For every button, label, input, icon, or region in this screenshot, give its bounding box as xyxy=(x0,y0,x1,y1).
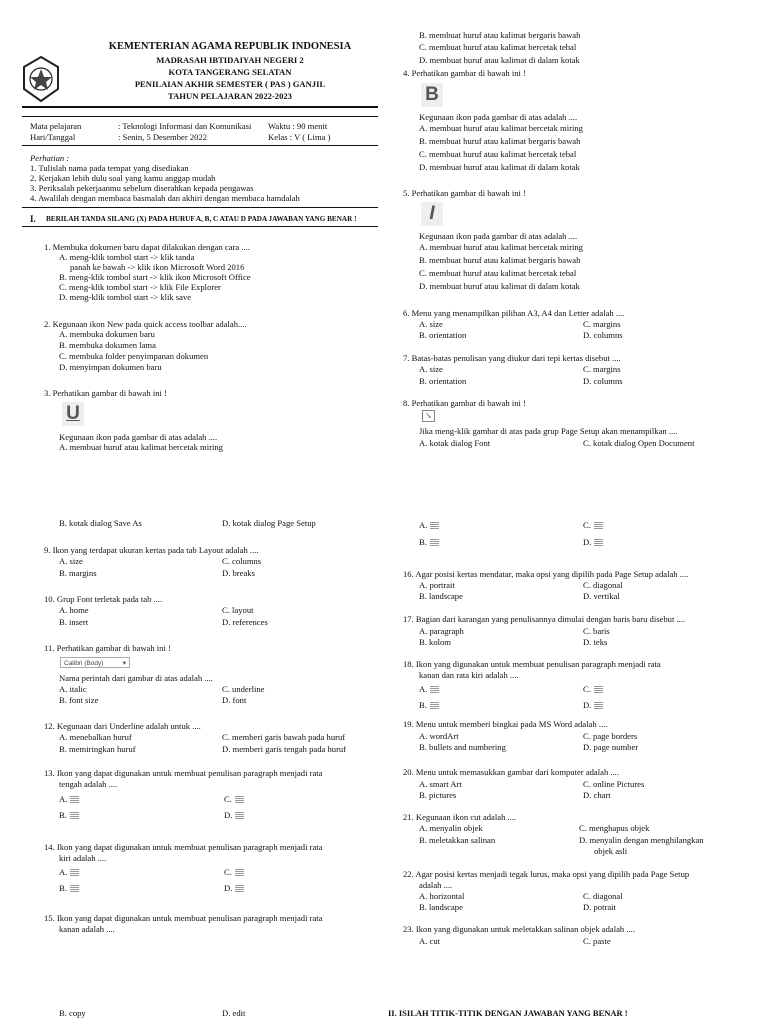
q14-text: 14. Ikon yang dapat digunakan untuk membuat penulisan paragraph menjadi rata xyxy=(44,842,323,852)
q1-text: 1. Membuka dokumen baru dapat dilakukan dengan cara .... xyxy=(44,242,250,252)
q5-option-a[interactable]: A. membuat huruf atau kalimat bercetak miring xyxy=(419,242,583,252)
q16-option-b[interactable]: B. landscape xyxy=(419,591,463,601)
q3-option-a[interactable]: A. membuat huruf atau kalimat bercetak miring xyxy=(59,442,223,452)
q9-option-c[interactable]: C. columns xyxy=(222,556,262,566)
q3-option-d[interactable]: D. membuat huruf atau kalimat di dalam kotak xyxy=(419,55,580,65)
q15-text: 15. Ikon yang dapat digunakan untuk membuat penulisan paragraph menjadi rata xyxy=(44,913,323,923)
q12-option-b[interactable]: B. memiringkan huruf xyxy=(59,744,136,754)
q5-option-b[interactable]: B. membuat huruf atau kalimat bergaris bawah xyxy=(419,255,581,265)
q7-text: 7. Batas-batas penulisan yang diukur dari tepi kertas disebut .... xyxy=(403,353,621,363)
q1-option-a-cont: panah ke bawah -> klik ikon Microsoft Word 2016 xyxy=(70,262,245,272)
q13-option-b[interactable] xyxy=(59,810,79,821)
q16-option-d[interactable]: D. vertikal xyxy=(583,591,620,601)
q8-option-c[interactable]: C. kotak dialog Open Document xyxy=(583,438,695,448)
q14-option-b[interactable] xyxy=(59,883,79,894)
q6-option-a[interactable]: A. size xyxy=(419,319,443,329)
q9-option-a[interactable]: A. size xyxy=(59,556,83,566)
q21-option-d-cont: objek asli xyxy=(594,846,628,856)
subject-label: Mata pelajaran xyxy=(30,121,82,131)
section1-number: I. xyxy=(30,214,36,224)
align-icon xyxy=(235,812,244,820)
q11-text2: Nama perintah dari gambar di atas adalah .... xyxy=(59,673,213,683)
q13-option-c-label: C. xyxy=(224,794,232,804)
q14-option-a-label: A. xyxy=(59,867,68,877)
q12-option-d[interactable]: D. memberi garis tengah pada huruf xyxy=(222,744,347,754)
q15-option-a-label: A. xyxy=(419,520,428,530)
q18-option-b[interactable] xyxy=(419,700,439,711)
q18-option-c[interactable] xyxy=(583,684,603,695)
italic-icon: I xyxy=(421,202,443,226)
q9-text: 9. Ikon yang terdapat ukuran kertas pada tab Layout adalah .... xyxy=(44,545,259,555)
q4-option-d[interactable]: D. membuat huruf atau kalimat di dalam kotak xyxy=(419,162,580,172)
q13-option-c[interactable] xyxy=(224,794,244,805)
q3-text: 3. Perhatikan gambar di bawah ini ! xyxy=(44,388,167,398)
align-icon xyxy=(70,869,79,877)
q20-text: 20. Menu untuk memasukkan gambar dari komputer adalah .... xyxy=(403,767,619,777)
q18-option-a[interactable] xyxy=(419,684,439,695)
align-icon xyxy=(430,522,439,530)
q14-text2: kiri adalah .... xyxy=(59,853,107,863)
align-icon xyxy=(594,539,603,547)
q3-text2: Kegunaan ikon pada gambar di atas adalah .... xyxy=(59,432,218,442)
q16-option-c[interactable]: C. diagonal xyxy=(583,580,623,590)
q7-option-b[interactable]: B. orientation xyxy=(419,376,467,386)
q6-option-d[interactable]: D. columns xyxy=(583,330,623,340)
bold-icon: B xyxy=(421,83,443,107)
q11-text: 11. Perhatikan gambar di bawah ini ! xyxy=(44,643,171,653)
underline-icon: U xyxy=(62,402,84,426)
q10-text: 10. Grup Font terletak pada tab .... xyxy=(44,594,163,604)
kemenag-logo xyxy=(20,55,62,103)
q6-option-b[interactable]: B. orientation xyxy=(419,330,467,340)
header-school: MADRASAH IBTIDAIYAH NEGERI 2 xyxy=(156,55,304,65)
q7-option-a[interactable]: A. size xyxy=(419,364,443,374)
align-icon xyxy=(594,702,603,710)
q22-option-b[interactable]: B. landscape xyxy=(419,902,463,912)
q2-option-b[interactable]: B. membuka dokumen lama xyxy=(59,340,156,350)
q18-text2: kanan dan rata kiri adalah .... xyxy=(419,670,519,680)
q12-text: 12. Kegunaan dari Underline adalah untuk .... xyxy=(44,721,201,731)
q18-option-c-label: C. xyxy=(583,684,591,694)
align-icon xyxy=(430,702,439,710)
q18-option-d[interactable] xyxy=(583,700,603,711)
q15-text2: kanan adalah .... xyxy=(59,924,115,934)
q20-option-c[interactable]: C. online Pictures xyxy=(583,779,645,789)
q13-option-a-label: A. xyxy=(59,794,68,804)
align-icon xyxy=(70,812,79,820)
q15-option-d[interactable] xyxy=(583,537,603,548)
q22-option-a[interactable]: A. horizontal xyxy=(419,891,465,901)
q1-option-c[interactable]: C. meng-klik tombol start -> klik File Explorer xyxy=(59,282,221,292)
q4-option-b[interactable]: B. membuat huruf atau kalimat bergaris bawah xyxy=(419,136,581,146)
info-top-line xyxy=(22,116,378,117)
q12-option-a[interactable]: A. menebalkan huruf xyxy=(59,732,132,742)
align-icon xyxy=(70,885,79,893)
header-ministry: KEMENTERIAN AGAMA REPUBLIK INDONESIA xyxy=(108,41,352,52)
header-city: KOTA TANGERANG SELATAN xyxy=(168,67,292,77)
align-icon xyxy=(235,796,244,804)
q21-option-a[interactable]: A. menyalin objek xyxy=(419,823,483,833)
time-value: Waktu : 90 menit xyxy=(268,121,328,131)
q13-option-b-label: B. xyxy=(59,810,67,820)
q20-option-b[interactable]: B. pictures xyxy=(419,790,457,800)
q19-option-d[interactable]: D. page number xyxy=(583,742,639,752)
q16-option-a[interactable]: A. portrait xyxy=(419,580,455,590)
q6-option-c[interactable]: C. margins xyxy=(583,319,621,329)
q13-option-a[interactable] xyxy=(59,794,79,805)
q9-option-b[interactable]: B. margins xyxy=(59,568,97,578)
q22-text2: adalah .... xyxy=(419,880,453,890)
q16-text: 16. Agar posisi kertas mendatar, maka opsi yang dipilih pada Page Setup adalah .... xyxy=(403,569,689,579)
q5-text: 5. Perhatikan gambar di bawah ini ! xyxy=(403,188,526,198)
header-year: TAHUN PELAJARAN 2022-2023 xyxy=(168,91,292,101)
q17-option-d[interactable]: D. teks xyxy=(583,637,608,647)
q4-option-a[interactable]: A. membuat huruf atau kalimat bercetak miring xyxy=(419,123,583,133)
q7-option-c[interactable]: C. margins xyxy=(583,364,621,374)
q3-option-c[interactable]: C. membuat huruf atau kalimat bercetak tebal xyxy=(419,42,577,52)
q10-option-d[interactable]: D. references xyxy=(222,617,268,627)
q2-text: 2. Kegunaan ikon New pada quick access toolbar adalah.... xyxy=(44,319,247,329)
q1-option-b[interactable]: B. meng-klik tombol start -> klik ikon Microsoft Office xyxy=(59,272,251,282)
q17-option-a[interactable]: A. paragraph xyxy=(419,626,464,636)
q17-text: 17. Bagian dari karangan yang penulisannya dimulai dengan baris baru disebut .... xyxy=(403,614,686,624)
align-icon xyxy=(594,686,603,694)
q20-option-d[interactable]: D. chart xyxy=(583,790,611,800)
q15-option-c[interactable] xyxy=(583,520,603,531)
q15-option-c-label: C. xyxy=(583,520,591,530)
q19-option-a[interactable]: A. wordArt xyxy=(419,731,459,741)
notice-item: 2. Kerjakan lebih dulu soal yang kamu anggap mudah xyxy=(30,173,216,183)
q10-option-b[interactable]: B. insert xyxy=(59,617,89,627)
q5-text2: Kegunaan ikon pada gambar di atas adalah .... xyxy=(419,231,578,241)
q13-option-d[interactable] xyxy=(224,810,244,821)
date-label: Hari/Tanggal xyxy=(30,132,76,142)
q4-text2: Kegunaan ikon pada gambar di atas adalah .... xyxy=(419,112,578,122)
q11-option-d[interactable]: D. font xyxy=(222,695,247,705)
notice-item: 4. Awalilah dengan membaca basmalah dan akhiri dengan membaca hamdalah xyxy=(30,193,300,203)
font-name-box xyxy=(60,657,130,668)
header-divider xyxy=(22,106,378,108)
section2-title: II. ISILAH TITIK-TITIK DENGAN JAWABAN YANG BENAR ! xyxy=(388,1008,628,1018)
q18-option-d-label: D. xyxy=(583,700,592,710)
section1-title: BERILAH TANDA SILANG (X) PADA HURUF A, B, C ATAU D PADA JAWABAN YANG BENAR ! xyxy=(46,215,357,223)
q18-option-a-label: A. xyxy=(419,684,428,694)
notice-item: 3. Periksalah pekerjaanmu sebelum diserahkan kepada pengawas xyxy=(30,183,254,193)
q14-option-c-label: C. xyxy=(224,867,232,877)
q5-option-c[interactable]: C. membuat huruf atau kalimat bercetak tebal xyxy=(419,268,577,278)
info-bottom-line xyxy=(22,145,378,146)
q11-option-c[interactable]: C. underline xyxy=(222,684,265,694)
q18-text: 18. Ikon yang digunakan untuk membuat penulisan paragraph menjadi rata xyxy=(403,659,661,669)
q15-option-b[interactable] xyxy=(419,537,439,548)
q8-text2: Jika meng-klik gambar di atas pada grup Page Setup akan menampilkan .... xyxy=(419,426,678,436)
q22-option-c[interactable]: C. diagonal xyxy=(583,891,623,901)
q17-option-c[interactable]: C. baris xyxy=(583,626,610,636)
align-icon xyxy=(235,869,244,877)
q23-option-b[interactable]: B. copy xyxy=(59,1008,86,1018)
align-icon xyxy=(70,796,79,804)
notice-divider xyxy=(22,207,378,208)
q5-option-d[interactable]: D. membuat huruf atau kalimat di dalam kotak xyxy=(419,281,580,291)
q22-text: 22. Agar posisi kertas menjadi tegak lurus, maka opsi yang dipilih pada Page Setup xyxy=(403,869,690,879)
q13-text: 13. Ikon yang dapat digunakan untuk membuat penulisan paragraph menjadi rata xyxy=(44,768,323,778)
align-icon xyxy=(430,539,439,547)
q21-text: 21. Kegunaan ikon cut adalah .... xyxy=(403,812,517,822)
q10-option-a[interactable]: A. home xyxy=(59,605,89,615)
q8-option-d[interactable]: D. kotak dialog Page Setup xyxy=(222,518,316,528)
q8-text: 8. Perhatikan gambar di bawah ini ! xyxy=(403,398,526,408)
date-value: : Senin, 5 Desember 2022 xyxy=(118,132,208,142)
q15-option-a[interactable] xyxy=(419,520,439,531)
q8-option-b[interactable]: B. kotak dialog Save As xyxy=(59,518,142,528)
q19-option-b[interactable]: B. bullets and numbering xyxy=(419,742,506,752)
q12-option-c[interactable]: C. memberi garis bawah pada huruf xyxy=(222,732,346,742)
q4-option-c[interactable]: C. membuat huruf atau kalimat bercetak tebal xyxy=(419,149,577,159)
q19-text: 19. Menu untuk memberi bingkai pada MS Word adalah .... xyxy=(403,719,608,729)
q13-option-d-label: D. xyxy=(224,810,233,820)
align-icon xyxy=(594,522,603,530)
subject-value: : Teknologi Informasi dan Komunikasi xyxy=(118,121,252,131)
q21-option-b[interactable]: B. meletakkan salinan xyxy=(419,835,496,845)
q19-option-c[interactable]: C. page borders xyxy=(583,731,638,741)
q22-option-d[interactable]: D. potrait xyxy=(583,902,616,912)
notice-title: Perhatian : xyxy=(30,153,70,163)
q11-option-b[interactable]: B. font size xyxy=(59,695,99,705)
q8-option-a[interactable]: A. kotak dialog Font xyxy=(419,438,491,448)
q1-option-a[interactable]: A. meng-klik tombol start -> klik tanda xyxy=(59,252,195,262)
font-name-value: Calibri (Body) xyxy=(64,660,104,667)
q23-option-a[interactable]: A. cut xyxy=(419,936,441,946)
q23-option-c[interactable]: C. paste xyxy=(583,936,611,946)
section1-underline xyxy=(22,226,378,227)
q2-option-a[interactable]: A. membuka dokumen baru xyxy=(59,329,155,339)
q14-option-a[interactable] xyxy=(59,867,79,878)
q13-text2: tengah adalah .... xyxy=(59,779,118,789)
q21-option-d[interactable]: D. menyalin dengan menghilangkan xyxy=(579,835,704,845)
q15-option-d-label: D. xyxy=(583,537,592,547)
q3-option-b[interactable]: B. membuat huruf atau kalimat bergaris bawah xyxy=(419,30,581,40)
q18-option-b-label: B. xyxy=(419,700,427,710)
q14-option-d-label: D. xyxy=(224,883,233,893)
q21-option-c[interactable]: C. menghapus objek xyxy=(579,823,650,833)
q11-option-a[interactable]: A. italic xyxy=(59,684,87,694)
align-icon xyxy=(235,885,244,893)
chevron-down-icon: ▾ xyxy=(122,660,126,667)
q7-option-d[interactable]: D. columns xyxy=(583,376,623,386)
q14-option-c[interactable] xyxy=(224,867,244,878)
q14-option-d[interactable] xyxy=(224,883,244,894)
q1-option-d[interactable]: D. meng-klik tombol start -> klik save xyxy=(59,292,192,302)
q20-option-a[interactable]: A. smart Art xyxy=(419,779,462,789)
q2-option-c[interactable]: C. membuka folder penyimpanan dokumen xyxy=(59,351,209,361)
q10-option-c[interactable]: C. layout xyxy=(222,605,254,615)
q15-option-b-label: B. xyxy=(419,537,427,547)
dialog-launcher-icon: ↘ xyxy=(422,410,435,422)
q9-option-d[interactable]: D. breaks xyxy=(222,568,255,578)
q23-option-d[interactable]: D. edit xyxy=(222,1008,246,1018)
align-icon xyxy=(430,686,439,694)
header-exam: PENILAIAN AKHIR SEMESTER ( PAS ) GANJIL xyxy=(134,79,326,89)
q2-option-d[interactable]: D. menyimpan dokumen baru xyxy=(59,362,162,372)
q6-text: 6. Menu yang menampilkan pilihan A3, A4 dan Letter adalah .... xyxy=(403,308,625,318)
q14-option-b-label: B. xyxy=(59,883,67,893)
class-value: Kelas : V ( Lima ) xyxy=(268,132,331,142)
notice-item: 1. Tulislah nama pada tempat yang disediakan xyxy=(30,163,189,173)
q4-text: 4. Perhatikan gambar di bawah ini ! xyxy=(403,68,526,78)
q23-text: 23. Ikon yang digunakan untuk meletakkan salinan objek adalah .... xyxy=(403,924,635,934)
q17-option-b[interactable]: B. kolom xyxy=(419,637,451,647)
